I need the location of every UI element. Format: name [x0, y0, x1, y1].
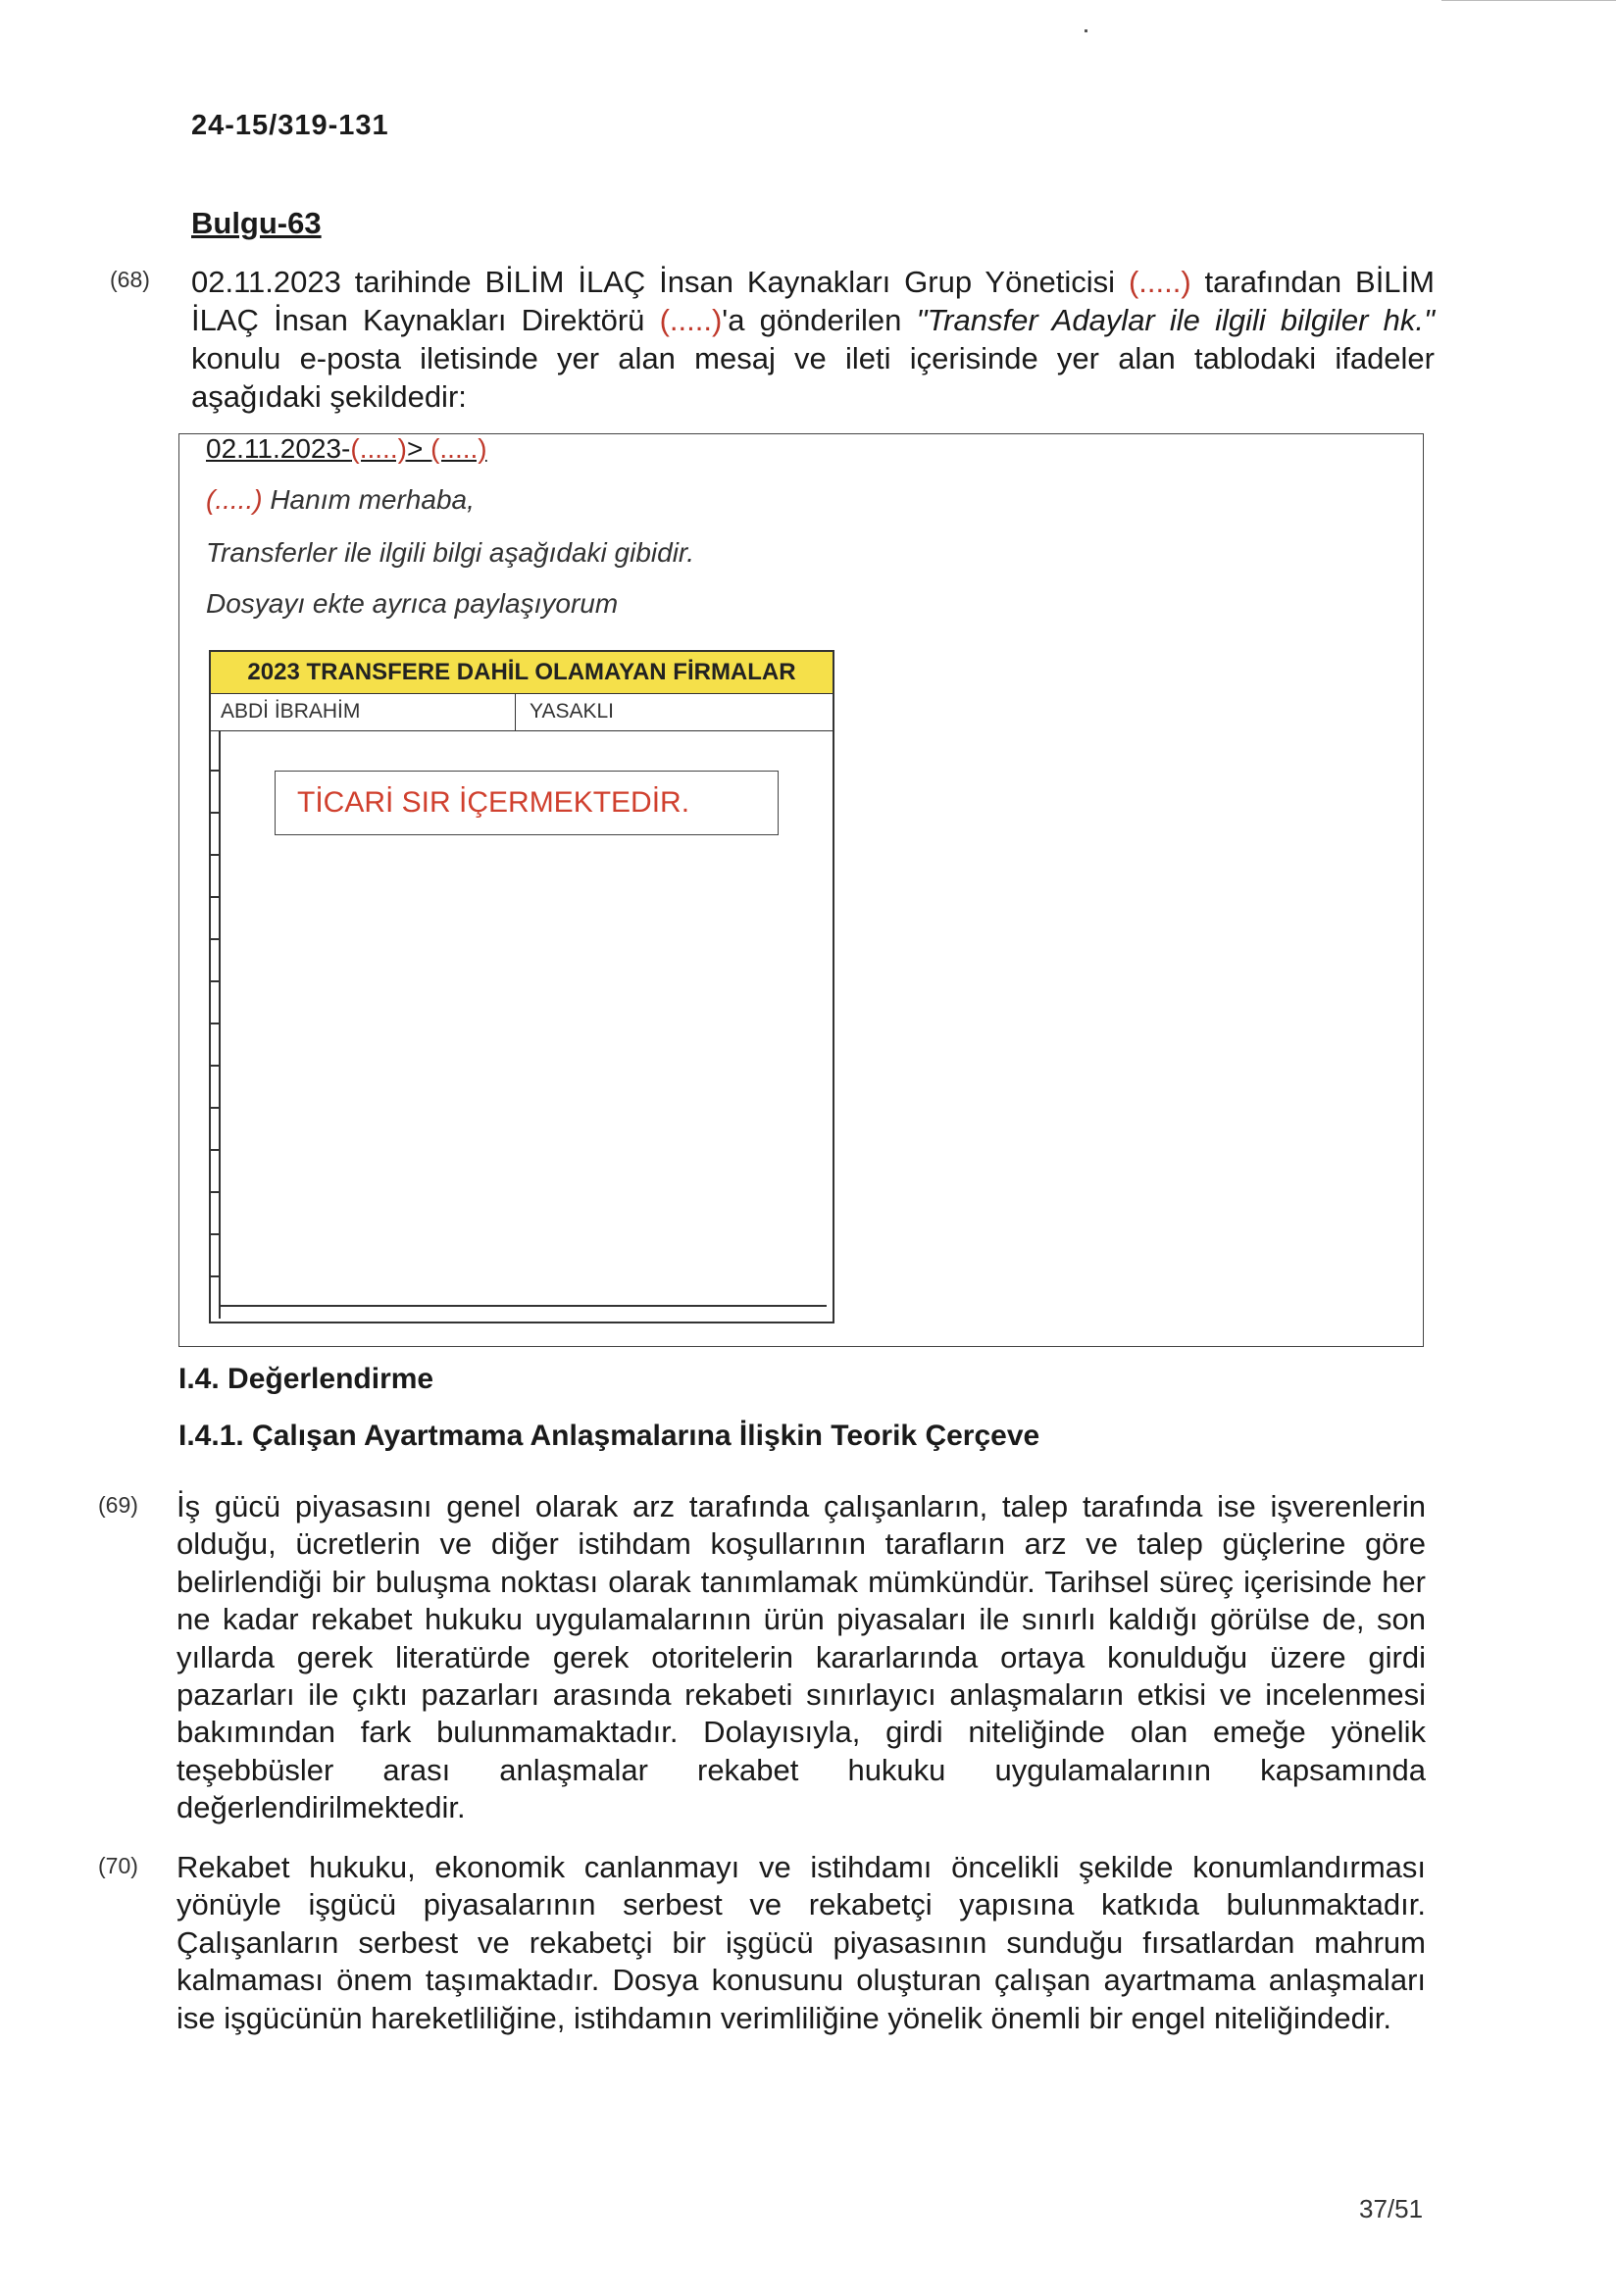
section-title-evaluation: I.4. Değerlendirme: [178, 1363, 434, 1395]
paragraph-number-69: (69): [98, 1492, 138, 1518]
table-cell-status: YASAKLI: [515, 693, 843, 730]
table-row: [211, 693, 833, 731]
section-title-theory: I.4.1. Çalışan Ayartmama Anlaşmalarına İlişkin Teorik Çerçeve: [178, 1420, 1040, 1452]
table-bottom-line: [219, 1305, 827, 1307]
row-tick: [211, 980, 221, 982]
row-tick: [211, 1023, 221, 1024]
row-tick: [211, 938, 221, 940]
redaction-marker: (.....): [1128, 265, 1191, 299]
p68-text-3: 'a gönderilen: [722, 303, 917, 337]
email-line-attachment: Dosyayı ekte ayrıca paylaşıyorum: [206, 588, 619, 619]
paragraph-68: [191, 263, 1435, 416]
paragraph-number-68: (68): [110, 267, 150, 292]
scan-speck: [1085, 29, 1087, 32]
scan-edge-line: [1441, 0, 1616, 1]
redaction-marker: (.....): [350, 433, 407, 464]
row-tick: [211, 812, 221, 814]
redaction-marker: (.....): [659, 303, 723, 337]
redaction-marker: (.....): [206, 484, 263, 515]
finding-heading: Bulgu-63: [191, 206, 322, 240]
paragraph-69: İş gücü piyasasını genel olarak arz tarafında çalışanların, talep tarafında ise işverenlerin olduğu, ücretlerin ve diğer istihdam koşullarının tarafların arz ve talep güçlerine göre belirlendiği bir buluşma noktası olarak tanımlamak mümkündür. Tarihsel süreç içerisinde her ne kadar rekabet hukuku uygulamalarının ürün piyasaları ile sınırlı kaldığı görülse de, son yıllarda gerek literatürde gerek otoritelerin kararlarında ortaya konulduğu üzere girdi pazarları ile çıktı pazarları arasında rekabeti sınırlayıcı anlaşmaların etkisi ve incelenmesi bakımından fark bulunmamaktadır. Dolayısıyla, girdi niteliğinde olan emeğe yönelik teşebbüsler arası anlaşmalar rekabet hukuku uygulamalarının kapsamında değerlendirilmektedir.: [177, 1489, 1426, 1825]
email-greeting: [206, 484, 475, 516]
row-tick: [211, 1065, 221, 1067]
paragraph-number-70: (70): [98, 1853, 138, 1878]
p68-text-4: konulu e-posta iletisinde yer alan mesaj ve ileti içerisinde yer alan tablodaki ifadeler aşağıdaki şekildedir:: [191, 341, 1435, 414]
row-tick: [211, 770, 221, 772]
table-row-divider-column: [219, 730, 221, 1319]
row-tick: [211, 1149, 221, 1151]
table-cell-company: ABDİ İBRAHİM: [221, 700, 361, 723]
paragraph-70: Rekabet hukuku, ekonomik canlanmayı ve istihdamı öncelikli şekilde konumlandırması yönüyle işgücü piyasalarının serbest ve rekabetçi yapısına katkıda bulunmaktadır. Çalışanların serbest ve rekabetçi bir işgücü piyasasının sunduğu fırsatlardan mahrum kalmaması önem taşımaktadır. Dosya konusunu oluşturan çalışan ayartmama anlaşmaları ise işgücünün hareketliliğine, istihdamın verimliliğine yönelik önemli bir engel niteliğindedir.: [177, 1850, 1426, 2035]
email-subject: "Transfer Adaylar ile ilgili bilgiler hk.": [916, 303, 1435, 337]
row-tick: [211, 1191, 221, 1193]
row-tick: [211, 1107, 221, 1109]
row-tick: [211, 854, 221, 856]
greeting-text: Hanım merhaba,: [262, 484, 475, 515]
transfer-table: [209, 650, 834, 1323]
p68-text-1: 02.11.2023 tarihinde BİLİM İLAÇ İnsan Kaynakları Grup Yöneticisi: [191, 265, 1129, 299]
page-number: 37/51: [1359, 2194, 1424, 2223]
p68-text-2: tarafından BİLİM İLAÇ İnsan Kaynakları Direktörü: [191, 265, 1435, 337]
row-tick: [211, 1275, 221, 1277]
email-date: 02.11.2023-: [206, 433, 351, 464]
email-arrow: >: [406, 433, 431, 464]
email-line-transfer: Transferler ile ilgili bilgi aşağıdaki gibidir.: [206, 537, 694, 568]
document-number: 24-15/319-131: [191, 110, 389, 141]
redaction-marker: (.....): [430, 433, 487, 464]
row-tick: [211, 1233, 221, 1235]
row-tick: [211, 896, 221, 898]
email-header: [206, 433, 487, 465]
trade-secret-redaction: TİCARİ SIR İÇERMEKTEDİR.: [275, 771, 779, 835]
table-title: 2023 TRANSFERE DAHİL OLAMAYAN FİRMALAR: [211, 652, 833, 694]
